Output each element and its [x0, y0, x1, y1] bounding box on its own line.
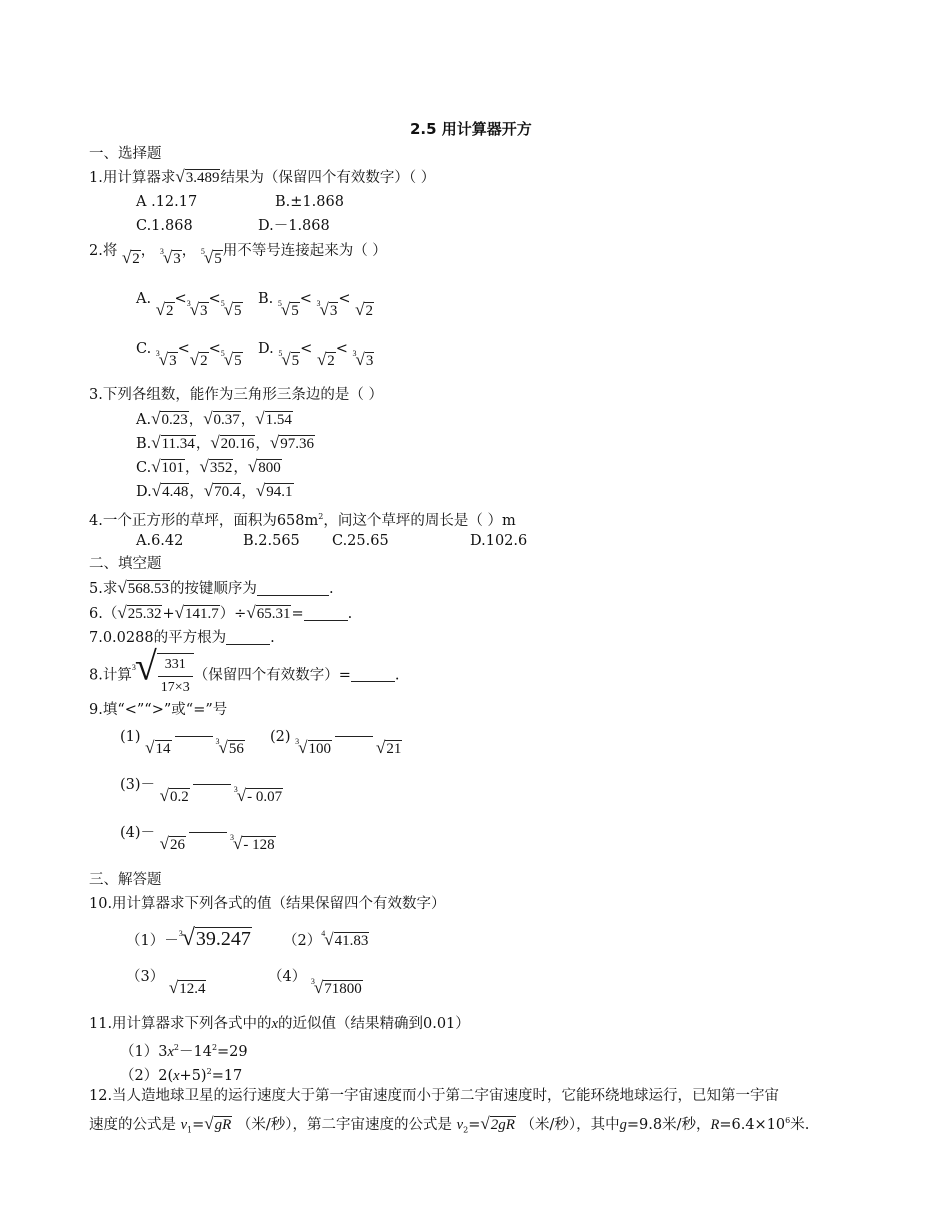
question-5: 5.求√568.53的按键顺序为 . — [89, 578, 334, 597]
option-c: C.25.65 — [332, 533, 389, 549]
option-c: C.√101，√352，√800 — [136, 457, 281, 476]
answer-blank[interactable] — [351, 667, 395, 682]
question-text: 用不等号连接起来为（ ） — [222, 243, 387, 259]
option-a: A.√0.23，√0.37，√1.54 — [136, 409, 292, 428]
question-10-part-1: （1）－$^3$√39.247 — [126, 925, 251, 951]
question-10-part-2: $(2)^4√41.83$ — [283, 929, 369, 949]
question-1 — [89, 168, 435, 187]
question-4: 4.一个正方形的草坪，面积为$658m^2$，问这个草坪的周长是（ ）m — [89, 512, 516, 529]
question-3: 3.下列各组数，能作为三角形三条边的是（ ） — [89, 387, 383, 403]
option-a: A.6.42 — [136, 533, 184, 549]
comma: ， — [140, 243, 156, 259]
question-text: 2.将 — [89, 243, 118, 259]
option-c: C.1.868 — [136, 218, 193, 234]
option-d: D.－1.868 — [258, 218, 330, 234]
question-8: 8.计算$^3$√ $\frac{331}{17\times 3}$ （保留四个有效数字）= . — [89, 653, 399, 699]
question-12-line-2: 速度的公式是 $v_1=√gR$ （米/秒），第二宇宙速度的公式是 $v_2=√2gR$ （米/秒），其中g=9.8米/秒，$R=6.4\times 10^6$米. — [89, 1113, 810, 1135]
radical: √3.489 — [175, 167, 220, 186]
radical: $^5$√5 — [200, 247, 222, 267]
question-text: 1.用计算器求 — [89, 170, 176, 186]
section-heading: 一、选择题 — [89, 146, 162, 162]
section-heading: 二、填空题 — [89, 556, 162, 572]
option-b: B. $^5$√5< $^3$√3< √2 — [258, 291, 373, 319]
section-heading: 三、解答题 — [89, 872, 162, 888]
option-d: D. $^5$√5< √2< $^3$√3 — [258, 341, 374, 369]
question-10: 10.用计算器求下列各式的值（结果保留四个有效数字） — [89, 896, 446, 912]
question-9-part-4: (4)－ √26 $^3$√- 128 — [120, 825, 275, 853]
question-11-part-2: $(2)2(x+5)^2=17$ — [120, 1067, 243, 1084]
comma: ， — [181, 243, 197, 259]
option-a: A .12.17 — [136, 194, 198, 210]
question-12: 12.当人造地球卫星的运行速度大于第一宇宙速度而小于第二宇宙速度时，它能环绕地球运行，已知第一宇宙 — [89, 1088, 780, 1104]
question-11: 11.用计算器求下列各式中的x的近似值（结果精确到0.01） — [89, 1016, 470, 1032]
question-7: 7.0.0288的平方根为 . — [89, 630, 275, 646]
option-b: B.±1.868 — [275, 194, 344, 210]
question-text: 结果为（保留四个有效数字）（ ） — [220, 170, 436, 186]
question-2 — [89, 242, 387, 268]
question-6: 6.（√25.32+√141.7）÷√65.31= . — [89, 603, 353, 622]
question-9-part-3: (3)－ √0.2 $^3$√- 0.07 — [120, 777, 283, 805]
question-9-part-2: (2) $^3$√100 √21 — [270, 729, 402, 757]
option-d: D.102.6 — [470, 533, 528, 549]
cube-root-fraction: $^3$√ $\frac{331}{17\times 3}$ — [132, 653, 194, 699]
option-d: D.√4.48，√70.4，√94.1 — [136, 481, 293, 500]
question-10-part-3: （3） √12.4 — [126, 969, 206, 997]
option-c: C. $^3$√3<√2<$^5$√5 — [136, 341, 242, 369]
option-b: B.√11.34，√20.16，√97.36 — [136, 433, 314, 452]
page-title: 2.5 用计算器开方 — [410, 120, 532, 138]
option-a: A. √2<$^3$√3<$^5$√5 — [136, 291, 242, 319]
question-9: 9.填“<”“>”或“=”号 — [89, 702, 228, 718]
answer-blank[interactable] — [304, 606, 348, 621]
radical: √2 — [121, 248, 140, 267]
question-9-part-1: (1) √14 $^3$√56 — [120, 729, 244, 757]
question-10-part-4: （4） $^3$√71800 — [268, 969, 362, 997]
question-11-part-1: $(1)3x^2-14^2=29$ — [120, 1043, 248, 1060]
radical: $^3$√3 — [159, 247, 181, 267]
answer-blank[interactable] — [257, 581, 329, 596]
answer-blank[interactable] — [226, 630, 270, 645]
option-b: B.2.565 — [243, 533, 300, 549]
